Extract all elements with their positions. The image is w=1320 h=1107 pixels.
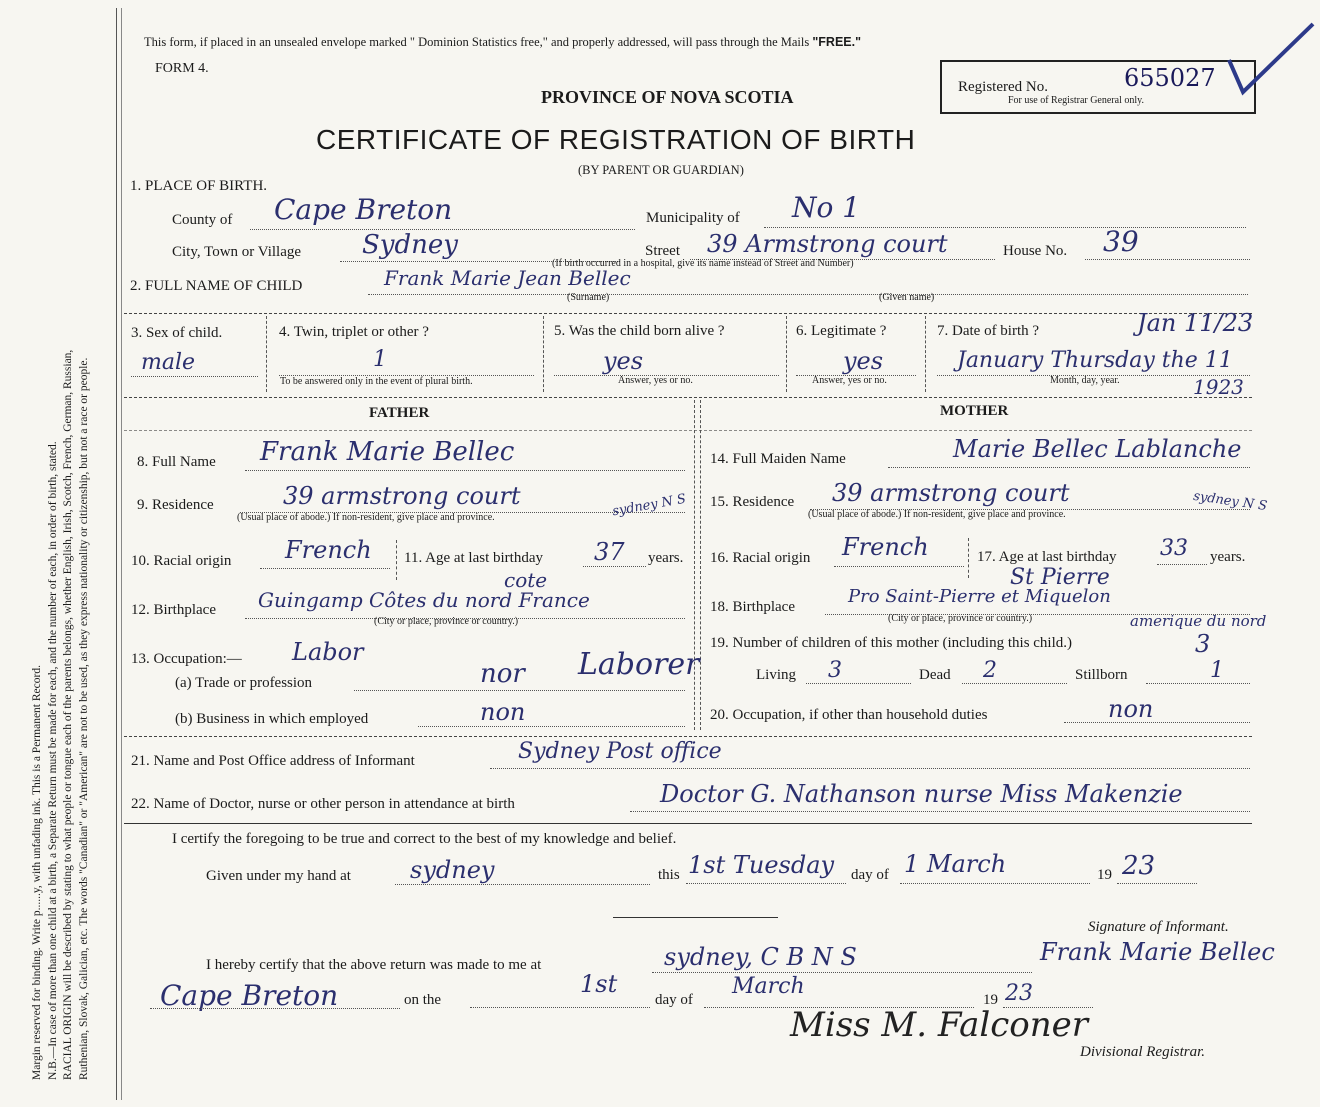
margin-line-2: N.B.—In case of more than one child at a birth, a Separate Return must be made for each, and the number of each, in order of birth, stated. <box>46 441 59 1080</box>
registered-value: 655027 <box>1124 64 1216 92</box>
registrar-day-of-label: day of <box>655 992 693 1008</box>
form-number: FORM 4. <box>155 61 209 76</box>
city-label: City, Town or Village <box>172 244 302 260</box>
dob-note-handwritten: Jan 11/23 <box>1137 309 1254 337</box>
sex-label: 3. Sex of child. <box>131 325 223 341</box>
county-label: County of <box>172 212 233 228</box>
hospital-note: (If birth occurred in a hospital, give its name instead of Street and Number) <box>552 258 854 269</box>
mother-residence-label: 15. Residence <box>710 494 795 510</box>
mother-birthplace-note: (City or place, province or country.) <box>888 613 1033 624</box>
child-name-value: Frank Marie Jean Bellec <box>384 266 631 290</box>
informant-signature-label: Signature of Informant. <box>1088 919 1229 935</box>
house-value: 39 <box>1103 225 1139 258</box>
father-birthplace-value: Guingamp Côtes du nord France <box>258 588 590 612</box>
dead-value: 2 <box>983 658 997 683</box>
registrar-signature-label: Divisional Registrar. <box>1080 1044 1206 1060</box>
mother-residence-value: 39 armstrong court <box>832 479 1070 507</box>
registrar-year-prefix: 19 <box>983 992 998 1008</box>
doctor-value: Doctor G. Nathanson nurse Miss Makenzie <box>660 780 1183 808</box>
divider <box>786 316 787 392</box>
registrar-statement: I hereby certify that the above return was made to me at <box>206 957 542 973</box>
municipality-label: Municipality of <box>646 210 740 226</box>
father-racial-line <box>260 568 390 569</box>
given-place-line <box>395 884 650 885</box>
given-day-of-label: day of <box>851 867 889 883</box>
registered-note: For use of Registrar General only. <box>1008 95 1144 106</box>
given-year-prefix: 19 <box>1097 867 1112 883</box>
page-title: CERTIFICATE OF REGISTRATION OF BIRTH <box>316 124 916 155</box>
binding-rule-inner <box>121 8 122 1100</box>
father-name-label: 8. Full Name <box>137 454 216 470</box>
father-name-value: Frank Marie Bellec <box>260 437 515 467</box>
alive-value: yes <box>603 347 644 375</box>
father-birthplace-extra: cote <box>504 568 548 592</box>
trade-line <box>354 690 685 691</box>
alive-note: Answer, yes or no. <box>618 375 693 386</box>
stillborn-value: 1 <box>1210 658 1224 683</box>
margin-line-3: RACIAL ORIGIN will be described by stating to what people or tongue each of the parents belongs, whether English, Irish, Scotch, French, German, Russian, <box>62 349 74 1080</box>
alive-label: 5. Was the child born alive ? <box>554 323 725 339</box>
dead-line <box>962 683 1067 684</box>
registrar-county-line <box>150 1008 400 1009</box>
father-racial-label: 10. Racial origin <box>131 553 232 569</box>
divider <box>124 736 1252 737</box>
check-mark-icon <box>1225 20 1320 110</box>
business-label: (b) Business in which employed <box>175 711 369 727</box>
registrar-year-value: 23 <box>1005 981 1033 1006</box>
father-birthplace-label: 12. Birthplace <box>131 602 216 618</box>
living-line <box>806 683 911 684</box>
legitimate-value: yes <box>843 347 884 375</box>
registrar-signature: Miss M. Falconer <box>790 1005 1089 1045</box>
father-heading: FATHER <box>369 405 430 421</box>
dob-value: January Thursday the 11 <box>957 348 1233 373</box>
given-year-line <box>1117 883 1197 884</box>
mother-heading: MOTHER <box>940 403 1009 419</box>
dob-label: 7. Date of birth ? <box>937 323 1040 339</box>
registrar-place-line <box>652 972 1032 973</box>
trade-value: nor <box>480 659 525 689</box>
city-value: Sydney <box>362 230 458 260</box>
certify-statement: I certify the foregoing to be true and correct to the best of my knowledge and belief. <box>172 831 677 847</box>
place-heading: 1. PLACE OF BIRTH. <box>130 178 268 194</box>
informant-value: Sydney Post office <box>518 739 722 764</box>
divider <box>613 917 778 918</box>
mother-age-label: 17. Age at last birthday <box>977 549 1117 565</box>
father-occupation-label: 13. Occupation:— <box>131 651 242 667</box>
business-value: non <box>480 698 526 726</box>
living-value: 3 <box>828 658 842 683</box>
mother-age-line <box>1157 564 1207 565</box>
father-residence-value: 39 armstrong court <box>283 482 521 510</box>
children-count-label: 19. Number of children of this mother (including this child.) <box>710 635 1073 651</box>
street-label: Street <box>645 243 680 259</box>
informant-label: 21. Name and Post Office address of Informant <box>131 753 415 769</box>
on-the-line <box>470 1007 650 1008</box>
divider <box>266 316 267 392</box>
sex-line <box>131 376 258 377</box>
municipality-line <box>764 227 1246 228</box>
page-subtitle: (BY PARENT OR GUARDIAN) <box>578 163 744 177</box>
mother-name-value: Marie Bellec Lablanche <box>953 435 1242 463</box>
this-value: 1st Tuesday <box>688 851 835 879</box>
this-label: this <box>658 867 680 883</box>
mother-age-value: 33 <box>1160 536 1188 561</box>
dead-label: Dead <box>919 667 951 683</box>
house-label: House No. <box>1003 243 1068 259</box>
mother-occupation-value: non <box>1108 695 1154 723</box>
divider <box>124 313 1252 314</box>
dob-year: 1923 <box>1193 375 1244 399</box>
mail-note: This form, if placed in an unsealed envelope marked " Dominion Statistics free," and properly addressed, will pass through the Mails "FREE." <box>144 35 862 49</box>
given-year-value: 23 <box>1122 851 1156 881</box>
divider <box>396 540 397 580</box>
father-age-label: 11. Age at last birthday <box>404 550 543 566</box>
binding-rule <box>116 8 117 1100</box>
trade-extra: Laborer <box>578 647 700 682</box>
father-age-unit: years. <box>648 550 684 566</box>
registrar-county-value: Cape Breton <box>160 979 339 1012</box>
on-the-label: on the <box>404 992 442 1008</box>
mother-occupation-label: 20. Occupation, if other than household duties <box>710 707 988 723</box>
municipality-value: No 1 <box>792 191 861 224</box>
mother-racial-value: French <box>842 533 929 561</box>
divider <box>543 316 544 392</box>
mother-birthplace-extra-2: amerique du nord <box>1130 612 1267 630</box>
dob-note: Month, day, year. <box>1050 375 1120 386</box>
divider <box>925 316 926 392</box>
child-name-line <box>368 294 1248 295</box>
mother-name-line <box>888 467 1250 468</box>
margin-line-1: Margin reserved for binding. Write p......y, with unfading ink. This is a Permanent Record. <box>31 665 43 1080</box>
divider <box>124 823 1252 824</box>
father-racial-value: French <box>285 536 372 564</box>
father-residence-note: (Usual place of abode.) If non-resident, give place and province. <box>237 512 495 523</box>
mother-age-unit: years. <box>1210 549 1246 565</box>
twin-note: To be answered only in the event of plural birth. <box>280 376 473 387</box>
mother-birthplace-value: Pro Saint-Pierre et Miquelon <box>848 586 1111 607</box>
doctor-label: 22. Name of Doctor, nurse or other person in attendance at birth <box>131 796 515 812</box>
margin-line-4: Ruthenian, Slovak, Galician, etc. The words "Canadian" or "American" are not to be used, as they express nationality or citizenship, but not a race or people. <box>77 357 90 1080</box>
registrar-place-value: sydney, C B N S <box>664 943 857 971</box>
mother-racial-line <box>834 566 964 567</box>
twin-value: 1 <box>373 347 387 372</box>
father-residence-label: 9. Residence <box>137 497 214 513</box>
given-day-of-line <box>900 883 1090 884</box>
house-line <box>1085 259 1250 260</box>
province-heading: PROVINCE OF NOVA SCOTIA <box>541 87 794 107</box>
child-name-label: 2. FULL NAME OF CHILD <box>130 278 303 294</box>
stillborn-label: Stillborn <box>1075 667 1128 683</box>
given-name-label: (Given name) <box>879 292 935 303</box>
mother-racial-label: 16. Racial origin <box>710 550 811 566</box>
living-label: Living <box>756 667 796 683</box>
given-day-of-value: 1 March <box>904 850 1007 878</box>
mother-birthplace-extra: St Pierre <box>1010 565 1110 590</box>
informant-line <box>490 768 1250 769</box>
father-occupation-value: Labor <box>292 638 364 666</box>
trade-label: (a) Trade or profession <box>175 675 313 691</box>
stillborn-line <box>1146 683 1250 684</box>
divider <box>968 538 969 578</box>
business-line <box>418 726 685 727</box>
father-birthplace-note: (City or place, province or country.) <box>374 616 519 627</box>
on-the-value: 1st <box>580 970 618 998</box>
mother-name-label: 14. Full Maiden Name <box>710 451 846 467</box>
divider <box>700 400 701 730</box>
divider <box>124 430 1252 431</box>
mother-occupation-line <box>1064 722 1250 723</box>
sex-value: male <box>141 350 196 375</box>
given-place-value: sydney <box>410 856 495 884</box>
children-count-value: 3 <box>1195 630 1211 658</box>
county-value: Cape Breton <box>274 193 453 226</box>
street-value: 39 Armstrong court <box>707 230 948 258</box>
mother-birthplace-label: 18. Birthplace <box>710 599 795 615</box>
informant-signature: Frank Marie Bellec <box>1040 938 1275 966</box>
this-line <box>686 883 846 884</box>
twin-label: 4. Twin, triplet or other ? <box>279 324 429 340</box>
given-label: Given under my hand at <box>206 868 351 884</box>
doctor-line <box>630 811 1250 812</box>
surname-label: (Surname) <box>567 292 610 303</box>
registered-label: Registered No. <box>958 79 1048 95</box>
father-age-line <box>583 566 646 567</box>
father-name-line <box>245 470 685 471</box>
legitimate-label: 6. Legitimate ? <box>796 323 887 339</box>
divider <box>124 397 1252 398</box>
father-age-value: 37 <box>594 538 625 566</box>
legitimate-note: Answer, yes or no. <box>812 375 887 386</box>
father-residence-extra: sydney N S <box>611 491 688 520</box>
registrar-day-of-value: March <box>732 974 805 999</box>
margin-instructions <box>30 20 92 1080</box>
mother-residence-note: (Usual place of abode.) If non-resident, give place and province. <box>808 509 1066 520</box>
mother-residence-extra: sydney N S <box>1192 488 1268 515</box>
